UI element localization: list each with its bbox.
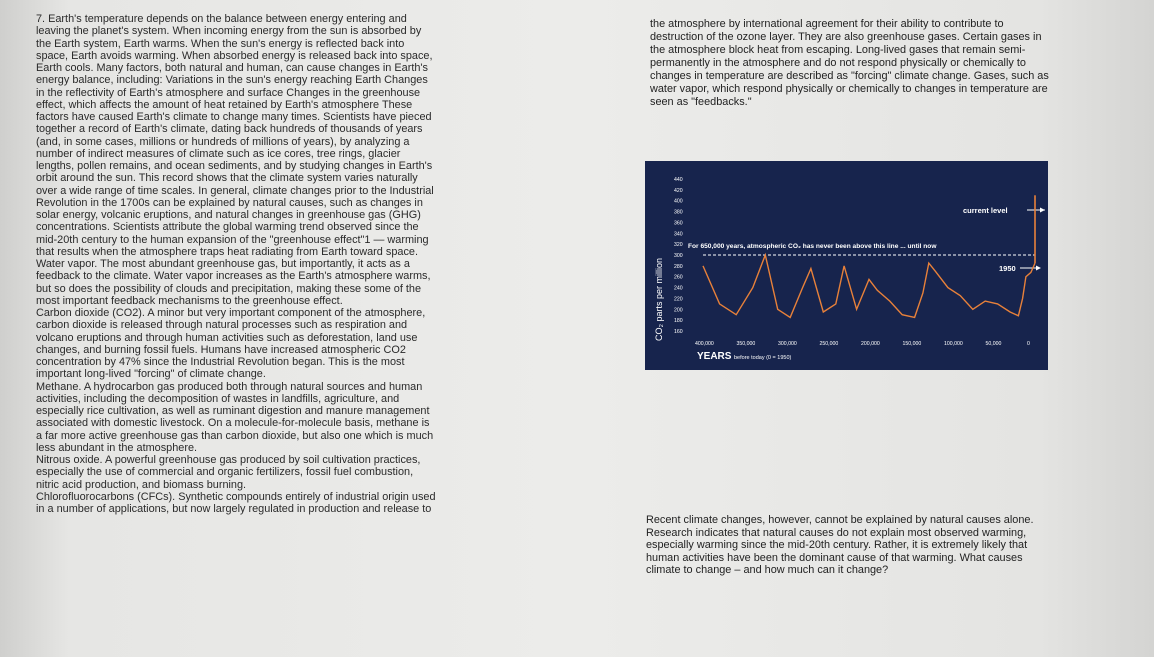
year-1950-arrowhead xyxy=(1036,266,1041,271)
right-top-text-line: destruction of the ozone layer. They are also greenhouse gases. Certain gases in xyxy=(650,31,1042,43)
left-text-line: carbon dioxide is released through natural processes such as respiration and xyxy=(36,319,408,332)
left-text-line: that results when the atmosphere traps heat radiating from Earth toward space. xyxy=(36,245,418,258)
left-text-line: space, Earth avoids warming. When absorbed energy is released back into space, xyxy=(36,49,433,62)
left-text-line: factors have caused Earth's climate to change many times. Scientists have pieced xyxy=(36,111,432,123)
year-1950-label: 1950 xyxy=(999,264,1016,273)
left-text-line: Carbon dioxide (CO2). A minor but very important component of the atmosphere, xyxy=(36,307,426,319)
right-bottom-text-line: human activities have been the dominant cause of that warming. What causes xyxy=(646,551,1023,564)
left-text-line: especially the use of commercial and organic fertilizers, fossil fuel combustion, xyxy=(36,466,414,479)
left-text-line: a far more active greenhouse gas than carbon dioxide, but also one which is much xyxy=(36,429,434,442)
y-tick-label: 380 xyxy=(674,209,683,216)
y-tick-label: 240 xyxy=(674,285,683,292)
left-text-line: activities, including the decomposition of wastes in landfills, agriculture, and xyxy=(36,392,400,405)
x-tick-label: 100,000 xyxy=(944,341,963,347)
y-tick-label: 420 xyxy=(674,187,683,194)
chart-annotation: For 650,000 years, atmospheric CO₂ has never been above this line ... until now xyxy=(688,243,937,250)
left-text-line: Nitrous oxide. A powerful greenhouse gas produced by soil cultivation practices, xyxy=(36,454,421,466)
left-text-line: in the reflectivity of Earth's atmosphere and surface Changes in the greenhouse xyxy=(36,86,421,99)
x-tick-label: 200,000 xyxy=(861,341,880,347)
left-text-line: concentration by 47% since the Industrial Revolution began. This is the most xyxy=(36,356,405,368)
left-text-line: changes, and burning fossil fuels. Humans have increased atmospheric CO2 xyxy=(36,343,406,356)
right-top-text-line: the atmosphere block heat from escaping. Long-lived gases that remain semi- xyxy=(650,44,1026,56)
x-tick-label: 350,000 xyxy=(736,341,756,347)
y-tick-label: 300 xyxy=(674,253,683,259)
y-tick-label: 160 xyxy=(674,329,683,335)
y-tick-label: 400 xyxy=(674,198,683,205)
left-text-line: Methane. A hydrocarbon gas produced both through natural sources and human xyxy=(36,380,423,393)
x-tick-labels xyxy=(695,341,1030,347)
x-tick-label: 0 xyxy=(1027,341,1030,347)
left-text-line: mid-20th century to the human expansion of the "greenhouse effect"1 — warming xyxy=(36,233,429,246)
co2-chart-svg xyxy=(645,161,1048,370)
y-tick-label: 220 xyxy=(674,296,683,303)
left-text-line: important long-lived "forcing" of climate change. xyxy=(36,368,266,381)
left-text-line: solar energy, volcanic eruptions, and natural changes in greenhouse gas (GHG) xyxy=(36,209,421,221)
right-top-text-line: permanently in the atmosphere and do not respond physically or chemically to xyxy=(650,57,1026,69)
current-level-label: current level xyxy=(963,206,1008,215)
right-top-text-line: the atmosphere by international agreement for their ability to contribute to xyxy=(650,18,1004,30)
left-text-line: orbit around the sun. This record shows that the climate system varies naturally xyxy=(36,172,418,185)
x-tick-label: 150,000 xyxy=(902,341,922,347)
left-text-line: feedback to the climate. Water vapor increases as the Earth's atmosphere warms, xyxy=(36,270,431,283)
right-bottom-text-line: Recent climate changes, however, cannot be explained by natural causes alone. xyxy=(646,514,1034,526)
right-column-bottom-text xyxy=(646,514,1066,577)
left-column-text xyxy=(36,13,486,515)
x-axis-sublabel: before today (0 = 1950) xyxy=(734,355,792,361)
y-axis-label: CO₂ parts per million xyxy=(654,257,664,341)
left-text-line: Earth cools. Many factors, both natural and human, can cause changes in Earth's xyxy=(36,62,428,74)
x-tick-label: 300,000 xyxy=(778,341,797,347)
left-text-line: volcano eruptions and through human activities such as deforestation, land use xyxy=(36,331,418,344)
left-text-line: 7. Earth's temperature depends on the balance between energy entering and xyxy=(36,13,407,25)
right-bottom-text-line: especially warming since the mid-20th century. Rather, it is extremely likely that xyxy=(646,539,1028,551)
y-tick-labels xyxy=(674,177,683,335)
y-tick-label: 200 xyxy=(674,307,683,314)
left-text-line: (and, in some cases, millions or hundreds of millions of years), by analyzing a xyxy=(36,135,410,148)
left-text-line: Revolution in the 1700s can be explained by natural causes, such as changes in xyxy=(36,196,423,209)
left-text-line: Chlorofluorocarbons (CFCs). Synthetic compounds entirely of industrial origin used xyxy=(36,490,436,503)
y-tick-label: 260 xyxy=(674,274,683,281)
left-text-line: lengths, pollen remains, and ocean sediments, and by studying changes in Earth's xyxy=(36,160,433,172)
current-level-arrowhead xyxy=(1040,208,1045,213)
left-text-line: energy balance, including: Variations in the sun's energy reaching Earth Changes xyxy=(36,74,428,87)
y-tick-label: 280 xyxy=(674,263,683,270)
left-text-line: Water vapor. The most abundant greenhouse gas, but importantly, it acts as a xyxy=(36,258,410,270)
y-tick-label: 360 xyxy=(674,220,683,227)
left-text-line: especially rice cultivation, as well as ruminant digestion and manure management xyxy=(36,405,430,417)
left-text-line: nitric acid production, and biomass burning. xyxy=(36,478,247,491)
y-tick-label: 340 xyxy=(674,231,683,238)
right-top-text-line: water vapor, which respond physically or chemically to changes in temperature are xyxy=(650,83,1048,95)
x-tick-label: 250,000 xyxy=(819,341,839,347)
left-text-line: most important feedback mechanisms to the greenhouse effect. xyxy=(36,294,343,307)
right-bottom-text-line: climate to change – and how much can it change? xyxy=(646,564,889,576)
co2-chart xyxy=(645,161,1048,370)
x-axis-label: YEARS xyxy=(697,351,732,362)
y-tick-label: 320 xyxy=(674,242,683,249)
left-text-line: effect, which affects the amount of heat retained by Earth's atmosphere These xyxy=(36,98,413,111)
left-text-line: together a record of Earth's climate, dating back hundreds of thousands of years xyxy=(36,123,423,136)
co2-series-line xyxy=(703,255,1035,317)
y-tick-label: 180 xyxy=(674,318,683,325)
x-tick-label: 50,000 xyxy=(985,341,1002,347)
y-tick-label: 440 xyxy=(674,177,683,183)
left-text-line: number of indirect measures of climate such as ice cores, tree rings, glacier xyxy=(36,147,401,160)
right-column-top-text xyxy=(650,18,1090,109)
left-text-line: the Earth system, Earth warms. When the sun's energy is reflected back into xyxy=(36,37,405,50)
left-text-line: concentrations. Scientists attribute the global warming trend observed since the xyxy=(36,221,419,234)
right-top-text-line: seen as "feedbacks." xyxy=(650,96,752,108)
left-text-line: associated with domestic livestock. On a molecule-for-molecule basis, methane is xyxy=(36,417,430,430)
left-text-line: less abundant in the atmosphere. xyxy=(36,441,198,454)
right-top-text-line: changes in temperature are described as "forcing" climate change. Gases, such as xyxy=(650,70,1049,82)
right-bottom-text-line: Research indicates that natural causes do not explain most observed warming, xyxy=(646,526,1027,539)
left-text-line: but so does the possibility of clouds and precipitation, making these some of the xyxy=(36,282,422,295)
left-text-line: in a number of applications, but now largely regulated in production and release to xyxy=(36,503,432,515)
x-tick-label: 400,000 xyxy=(695,341,714,347)
left-text-line: over a wide range of time scales. In general, climate changes prior to the Industrial xyxy=(36,184,434,197)
left-text-line: leaving the planet's system. When incoming energy from the sun is absorbed by xyxy=(36,25,422,38)
